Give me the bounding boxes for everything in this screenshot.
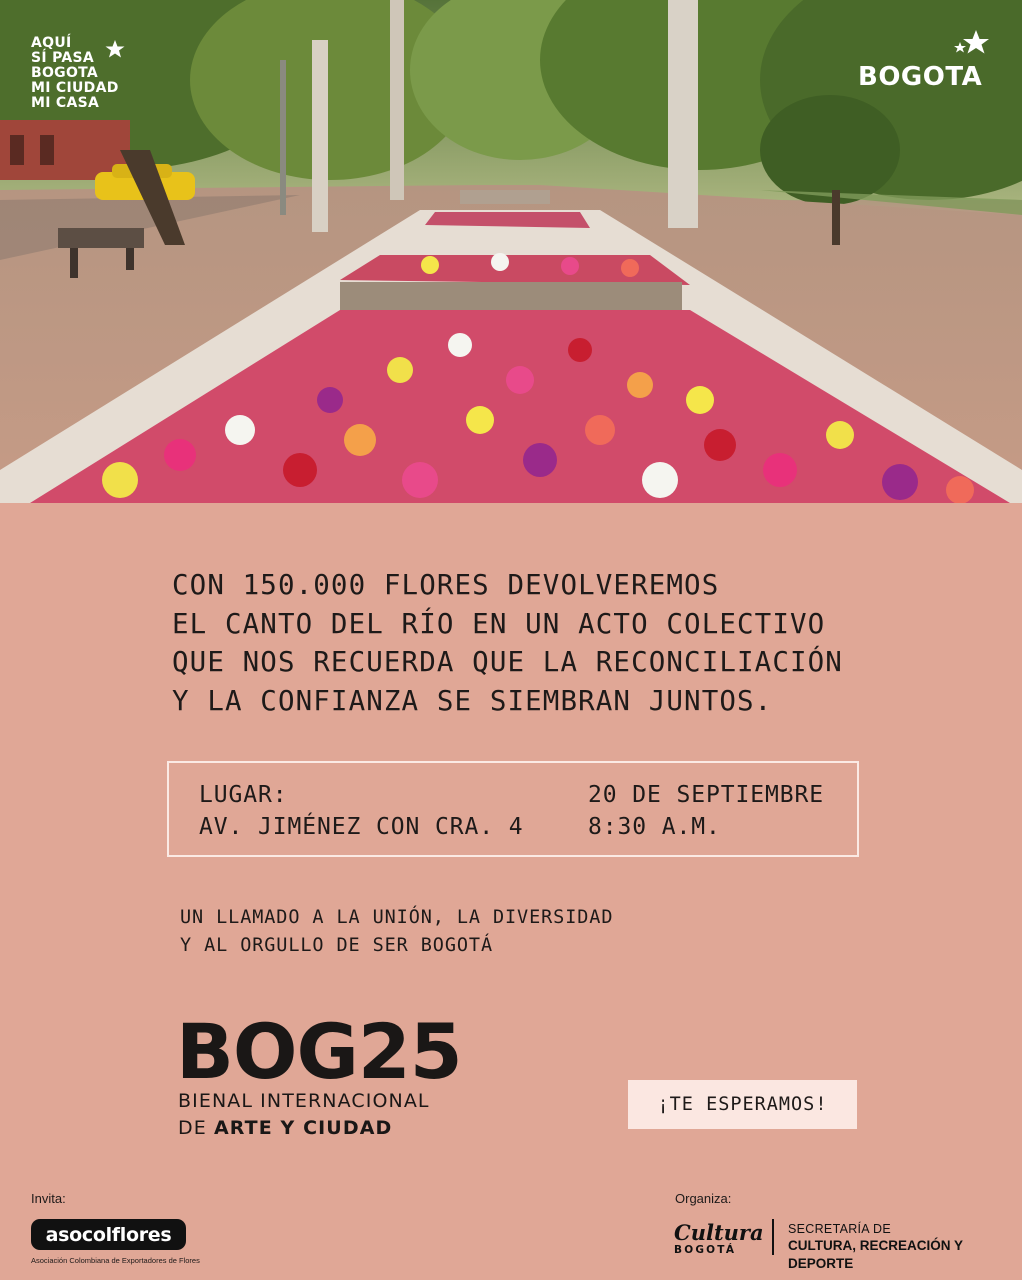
campaign-logo-line: BOGOTA (31, 65, 99, 81)
asocolflores-tagline: Asociación Colombiana de Exportadores de Flores (31, 1256, 200, 1265)
place-value: AV. JIMÉNEZ CON CRA. 4 (199, 814, 524, 840)
cultura-logo-city: BOGOTÁ (674, 1244, 737, 1256)
unity-call-line: Y AL ORGULLO DE SER BOGOTÁ (180, 935, 493, 956)
campaign-logo-line: AQUÍ (31, 35, 72, 51)
campaign-logo-line: MI CIUDAD (31, 80, 119, 96)
lead-line: EL CANTO DEL RÍO EN UN ACTO COLECTIVO (172, 607, 826, 640)
event-info-box (167, 761, 859, 857)
unity-call-text (180, 904, 613, 960)
bienal-subtitle-prefix: DE (178, 1117, 214, 1139)
event-date: 20 DE SEPTIEMBRE (588, 782, 824, 808)
secretaria-logo (788, 1221, 1022, 1273)
lead-line: Y LA CONFIANZA SE SIEMBRAN JUNTOS. (172, 684, 773, 717)
bienal-subtitle-1: BIENAL INTERNACIONAL (178, 1090, 430, 1112)
cultura-logo-word: Cultura (674, 1220, 764, 1245)
bienal-title: BOG25 (176, 1007, 462, 1096)
secretaria-line-2: CULTURA, RECREACIÓN Y DEPORTE (788, 1238, 963, 1271)
unity-call-line: UN LLAMADO A LA UNIÓN, LA DIVERSIDAD (180, 907, 614, 928)
place-label: LUGAR: (199, 782, 288, 808)
lead-line: QUE NOS RECUERDA QUE LA RECONCILIACIÓN (172, 646, 843, 678)
campaign-logo (31, 36, 119, 111)
bogota-logo (858, 28, 1003, 98)
bienal-subtitle-2 (178, 1117, 392, 1139)
secretaria-line-1: SECRETARÍA DE (788, 1222, 891, 1236)
logo-divider (772, 1219, 774, 1255)
lead-paragraph (172, 566, 892, 720)
asocolflores-logo: asocolflores (31, 1219, 186, 1250)
bogota-logo-text: BOGOTA (858, 62, 983, 92)
flower-bed-photo (0, 0, 1022, 503)
star-icon (105, 40, 125, 58)
campaign-logo-line: MI CASA (31, 95, 100, 111)
bienal-subtitle-bold: ARTE Y CIUDAD (213, 1117, 393, 1139)
event-time: 8:30 A.M. (588, 814, 721, 840)
cultura-bogota-logo (674, 1222, 764, 1257)
organize-label: Organiza: (675, 1191, 732, 1206)
bienal-logo (176, 1007, 462, 1139)
invite-label: Invita: (31, 1191, 66, 1206)
campaign-logo-line: SÍ PASA (31, 50, 94, 66)
te-esperamos-badge: ¡TE ESPERAMOS! (628, 1080, 857, 1129)
lead-line: CON 150.000 FLORES DEVOLVEREMOS (172, 569, 720, 601)
